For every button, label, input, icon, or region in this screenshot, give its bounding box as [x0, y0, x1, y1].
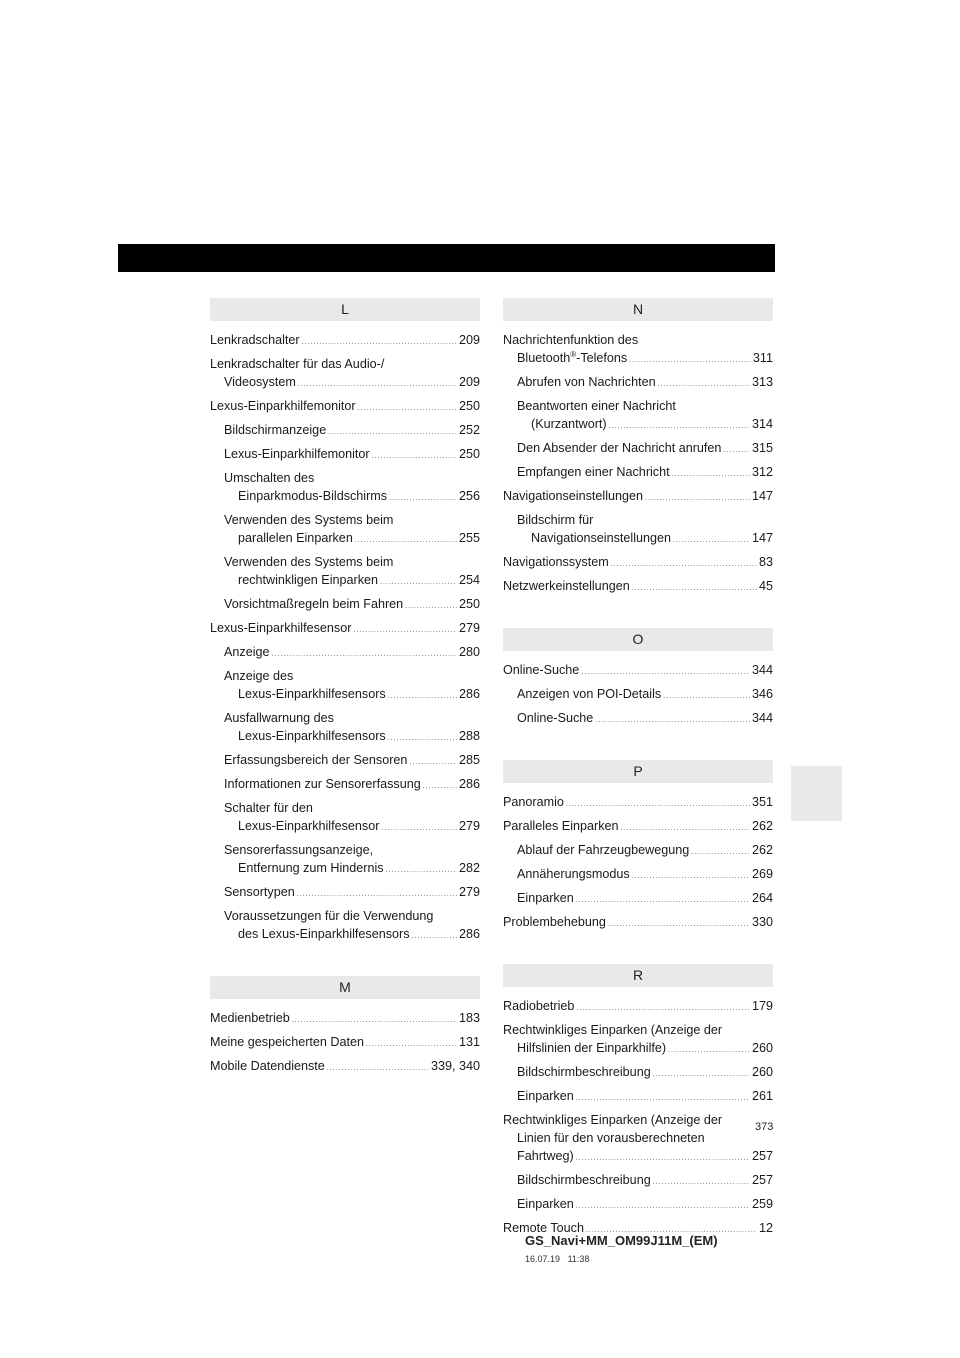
entry-page-ref: 330	[751, 915, 773, 929]
section-letter-header: M	[210, 976, 480, 999]
entry-page-ref: 312	[751, 465, 773, 479]
entry-line-with-page	[517, 865, 773, 886]
entry-text: Lexus-Einparkhilfesensors	[238, 729, 386, 743]
index-entry	[210, 1033, 480, 1054]
dot-leader	[566, 796, 750, 814]
entry-line-with-page	[517, 889, 773, 910]
entry-line-with-page	[517, 439, 773, 460]
entry-line-with-page	[503, 1039, 773, 1060]
entry-line-with-page	[503, 661, 773, 682]
entry-text: Navigationseinstellungen	[503, 489, 644, 503]
entry-text: Empfangen einer Nachricht	[517, 465, 670, 479]
entry-page-ref: 313	[751, 375, 773, 389]
dot-leader	[658, 376, 750, 394]
index-entry	[503, 373, 773, 394]
entry-line-with-page	[503, 793, 773, 814]
index-entry	[210, 421, 480, 442]
entry-line	[517, 397, 773, 415]
entry-line-with-page	[224, 529, 480, 550]
entry-text: Bildschirm für	[517, 513, 594, 527]
dot-leader	[621, 820, 750, 838]
dot-leader	[386, 862, 457, 880]
entry-page-ref: 311	[752, 351, 773, 365]
entry-line-with-page	[224, 421, 480, 442]
entry-text: Lexus-Einparkhilfesensor	[238, 819, 380, 833]
entry-text: Navigationssystem	[503, 555, 609, 569]
entry-text: Anzeige des	[224, 669, 294, 683]
print-time: 11:38	[567, 1254, 590, 1264]
entry-line	[517, 511, 773, 529]
entry-page-ref: 262	[751, 819, 773, 833]
entry-line	[224, 553, 480, 571]
entry-page-ref: 83	[758, 555, 773, 569]
index-entry	[210, 883, 480, 904]
entry-page-ref: 262	[751, 843, 773, 857]
index-entry	[503, 685, 773, 706]
entry-text: Verwenden des Systems beim	[224, 555, 394, 569]
entry-text: Panoramio	[503, 795, 564, 809]
entry-text: Lexus-Einparkhilfemonitor	[224, 447, 370, 461]
entry-page-ref: 288	[458, 729, 480, 743]
entry-page-ref: 260	[751, 1041, 773, 1055]
entry-text: Vorsichtmaßregeln beim Fahren	[224, 597, 404, 611]
dot-leader	[632, 580, 757, 598]
section-letter-header: O	[503, 628, 773, 651]
entry-text: Remote Touch	[503, 1221, 584, 1235]
entry-line-with-page	[224, 817, 480, 838]
entry-page-ref: 280	[458, 645, 480, 659]
section-letter-header: L	[210, 298, 480, 321]
entry-line-with-page	[210, 1057, 480, 1078]
entry-line-with-page	[517, 841, 773, 862]
entry-text: Umschalten des	[224, 471, 315, 485]
index-entry	[210, 397, 480, 418]
entry-text: Linien für den vorausberechneten	[517, 1131, 705, 1145]
entry-page-ref: 183	[458, 1011, 480, 1025]
entry-line	[224, 841, 480, 859]
index-entry	[210, 1057, 480, 1078]
index-entry	[210, 355, 480, 394]
entry-line-with-page	[224, 487, 480, 508]
entry-line-with-page	[517, 415, 773, 436]
index-entry	[503, 793, 773, 814]
entry-page-ref: 339, 340	[430, 1059, 480, 1073]
index-entry	[503, 1171, 773, 1192]
entry-line	[210, 355, 480, 373]
entry-line-with-page	[210, 1009, 480, 1030]
dot-leader	[595, 712, 750, 730]
entry-text: Lexus-Einparkhilfesensors	[238, 687, 386, 701]
index-entry	[503, 511, 773, 550]
entry-text: Erfassungsbereich der Sensoren	[224, 753, 408, 767]
entry-page-ref: 256	[458, 489, 480, 503]
entry-text: Einparken	[517, 1197, 574, 1211]
entry-text: Meine gespeicherten Daten	[210, 1035, 365, 1049]
entry-text: Entfernung zum Hindernis	[238, 861, 384, 875]
index-entry	[210, 445, 480, 466]
entry-text: Den Absender der Nachricht anrufen	[517, 441, 722, 455]
entry-text: Bildschirmanzeige	[224, 423, 327, 437]
entry-text: Sensortypen	[224, 885, 295, 899]
dot-leader	[292, 1012, 457, 1030]
entry-text: des Lexus-Einparkhilfesensors	[238, 927, 410, 941]
dot-leader	[366, 1036, 457, 1054]
entry-text: Bildschirmbeschreibung	[517, 1173, 651, 1187]
index-entry	[503, 439, 773, 460]
dot-leader	[576, 892, 750, 910]
index-entry	[210, 469, 480, 508]
entry-page-ref: 314	[751, 417, 773, 431]
index-entry	[503, 865, 773, 886]
entry-text: Online-Suche	[503, 663, 580, 677]
entry-page-ref: 179	[751, 999, 773, 1013]
index-entry	[503, 997, 773, 1018]
entry-line	[503, 1111, 773, 1129]
entry-line-with-page	[224, 445, 480, 466]
dot-leader	[608, 916, 750, 934]
entry-page-ref: 315	[751, 441, 773, 455]
entry-text: Einparkmodus-Bildschirms	[238, 489, 388, 503]
index-column-right	[503, 298, 773, 1243]
entry-text: parallelen Einparken	[238, 531, 353, 545]
entry-line	[224, 667, 480, 685]
entry-text: Voraussetzungen für die Verwendung	[224, 909, 434, 923]
entry-page-ref: 282	[458, 861, 480, 875]
index-entry	[503, 553, 773, 574]
entry-line-with-page	[503, 817, 773, 838]
section-letter-header: N	[503, 298, 773, 321]
index-entry	[210, 751, 480, 772]
dot-leader	[645, 490, 750, 508]
entry-line-with-page	[503, 553, 773, 574]
index-entry	[503, 1195, 773, 1216]
section-gap	[503, 733, 773, 760]
index-entry	[210, 775, 480, 796]
section-letter-header: R	[503, 964, 773, 987]
entry-line	[224, 469, 480, 487]
entry-text: Radiobetrieb	[503, 999, 575, 1013]
index-entry	[503, 1063, 773, 1084]
dot-leader	[358, 400, 457, 418]
dot-leader	[388, 730, 457, 748]
index-entry	[210, 841, 480, 880]
entry-line-with-page	[224, 727, 480, 748]
index-entry	[210, 643, 480, 664]
index-entry	[210, 511, 480, 550]
entry-line	[224, 907, 480, 925]
entry-line-with-page	[224, 883, 480, 904]
entry-line-with-page	[224, 643, 480, 664]
index-entry	[210, 553, 480, 592]
entry-line	[503, 331, 773, 349]
section-gap	[503, 601, 773, 628]
entry-line-with-page	[210, 1033, 480, 1054]
dot-leader	[581, 664, 750, 682]
index-column-left	[210, 298, 480, 1081]
index-side-tab	[791, 766, 842, 821]
entry-line-with-page	[517, 1171, 773, 1192]
dot-leader	[629, 352, 751, 370]
section-gap	[503, 937, 773, 964]
entry-text: rechtwinkligen Einparken	[238, 573, 379, 587]
entry-line-with-page	[517, 1087, 773, 1108]
entry-text: Videosystem	[224, 375, 296, 389]
index-entry	[210, 595, 480, 616]
entry-page-ref: 250	[458, 447, 480, 461]
entry-line-with-page	[503, 577, 773, 598]
entry-text: Informationen zur Sensorerfassung	[224, 777, 421, 791]
entry-text: Online-Suche	[517, 711, 594, 725]
index-entry	[503, 913, 773, 934]
entry-line	[224, 709, 480, 727]
dot-leader	[668, 1042, 750, 1060]
entry-line-with-page	[517, 529, 773, 550]
index-entry	[210, 709, 480, 748]
entry-text: Annäherungsmodus	[517, 867, 630, 881]
entry-line-with-page	[224, 595, 480, 616]
entry-text: (Kurzantwort)	[531, 417, 607, 431]
entry-text: Verwenden des Systems beim	[224, 513, 394, 527]
dot-leader	[298, 376, 457, 394]
entry-text: Bluetooth®-Telefons	[517, 349, 628, 365]
section-letter-header: P	[503, 760, 773, 783]
entry-page-ref: 259	[751, 1197, 773, 1211]
entry-line-with-page	[503, 1147, 773, 1168]
entry-page-ref: 254	[458, 573, 480, 587]
entry-line-with-page	[224, 751, 480, 772]
entry-line-with-page	[224, 859, 480, 880]
entry-line	[503, 1021, 773, 1039]
dot-leader	[673, 532, 750, 550]
entry-page-ref: 286	[458, 927, 480, 941]
entry-text: Schalter für den	[224, 801, 313, 815]
index-entry	[503, 1111, 773, 1168]
entry-line	[224, 799, 480, 817]
entry-text: Ablauf der Fahrzeugbewegung	[517, 843, 690, 857]
page-number: 373	[755, 1121, 774, 1133]
dot-leader	[576, 1198, 750, 1216]
entry-line-with-page	[224, 685, 480, 706]
entry-page-ref: 252	[458, 423, 480, 437]
index-entry	[503, 397, 773, 436]
index-entry	[503, 889, 773, 910]
entry-page-ref: 279	[458, 819, 480, 833]
entry-line-with-page	[224, 775, 480, 796]
entry-text: Einparken	[517, 1089, 574, 1103]
entry-text: Rechtwinkliges Einparken (Anzeige der	[503, 1113, 723, 1127]
entry-text: Beantworten einer Nachricht	[517, 399, 676, 413]
dot-leader	[328, 424, 457, 442]
entry-text: Rechtwinkliges Einparken (Anzeige der	[503, 1023, 723, 1037]
entry-page-ref: 250	[458, 399, 480, 413]
entry-page-ref: 257	[751, 1149, 773, 1163]
entry-line	[224, 511, 480, 529]
entry-page-ref: 286	[458, 777, 480, 791]
dot-leader	[723, 442, 750, 460]
entry-page-ref: 285	[458, 753, 480, 767]
index-entry	[503, 1021, 773, 1060]
dot-leader	[576, 1000, 750, 1018]
dot-leader	[423, 778, 457, 796]
index-entry	[503, 577, 773, 598]
entry-line-with-page	[503, 913, 773, 934]
header-bar	[118, 244, 775, 272]
entry-page-ref: 346	[751, 687, 773, 701]
entry-text: Navigationseinstellungen	[531, 531, 672, 545]
entry-page-ref: 147	[751, 489, 773, 503]
index-entry	[503, 841, 773, 862]
entry-line-with-page	[503, 487, 773, 508]
dot-leader	[389, 490, 457, 508]
entry-text: Netzwerkeinstellungen	[503, 579, 630, 593]
entry-line-with-page	[517, 1063, 773, 1084]
dot-leader	[576, 1150, 750, 1168]
dot-leader	[372, 448, 457, 466]
entry-line-with-page	[503, 997, 773, 1018]
entry-text: Mobile Datendienste	[210, 1059, 325, 1073]
index-entry	[210, 1009, 480, 1030]
dot-leader	[355, 532, 457, 550]
entry-page-ref: 351	[751, 795, 773, 809]
entry-page-ref: 260	[751, 1065, 773, 1079]
entry-page-ref: 279	[458, 621, 480, 635]
entry-line-with-page	[224, 571, 480, 592]
entry-line-with-page	[210, 373, 480, 394]
dot-leader	[353, 622, 457, 640]
entry-text: Lenkradschalter für das Audio-/	[210, 357, 385, 371]
entry-line-with-page	[503, 349, 773, 370]
entry-line-with-page	[517, 463, 773, 484]
entry-line-with-page	[224, 925, 480, 946]
dot-leader	[632, 868, 750, 886]
entry-page-ref: 255	[458, 531, 480, 545]
entry-page-ref: 131	[458, 1035, 480, 1049]
index-entry	[503, 709, 773, 730]
index-entry	[210, 667, 480, 706]
dot-leader	[388, 688, 457, 706]
entry-page-ref: 344	[751, 711, 773, 725]
entry-line-with-page	[210, 331, 480, 352]
dot-leader	[653, 1174, 750, 1192]
entry-page-ref: 264	[751, 891, 773, 905]
entry-line-with-page	[517, 685, 773, 706]
dot-leader	[297, 886, 457, 904]
entry-text: Hilfslinien der Einparkhilfe)	[517, 1041, 667, 1055]
document-code: GS_Navi+MM_OM99J11M_(EM)	[525, 1233, 718, 1248]
entry-text: Anzeige	[224, 645, 270, 659]
entry-text: Lexus-Einparkhilfesensor	[210, 621, 352, 635]
index-entry	[210, 619, 480, 640]
index-entry	[503, 331, 773, 370]
entry-line	[503, 1129, 773, 1147]
index-entry	[210, 331, 480, 352]
entry-line-with-page	[517, 373, 773, 394]
entry-page-ref: 344	[751, 663, 773, 677]
dot-leader	[272, 646, 457, 664]
entry-page-ref: 209	[458, 333, 480, 347]
entry-line-with-page	[517, 1195, 773, 1216]
entry-text: Medienbetrieb	[210, 1011, 290, 1025]
entry-text: Anzeigen von POI-Details	[517, 687, 662, 701]
index-entry	[210, 799, 480, 838]
section-gap	[210, 949, 480, 976]
index-entry	[503, 463, 773, 484]
dot-leader	[691, 844, 750, 862]
dot-leader	[672, 466, 750, 484]
entry-text: Sensorerfassungsanzeige,	[224, 843, 374, 857]
index-entry	[503, 1087, 773, 1108]
dot-leader	[409, 754, 457, 772]
index-entry	[503, 817, 773, 838]
entry-page-ref: 147	[751, 531, 773, 545]
entry-text: Einparken	[517, 891, 574, 905]
entry-text: Bildschirmbeschreibung	[517, 1065, 651, 1079]
entry-page-ref: 250	[458, 597, 480, 611]
entry-line-with-page	[517, 709, 773, 730]
dot-leader	[576, 1090, 750, 1108]
entry-page-ref: 279	[458, 885, 480, 899]
entry-page-ref: 209	[458, 375, 480, 389]
entry-text: Lenkradschalter	[210, 333, 300, 347]
print-timestamp	[525, 1254, 589, 1264]
index-entry	[503, 661, 773, 682]
entry-text: Nachrichtenfunktion des	[503, 333, 639, 347]
entry-text: Ausfallwarnung des	[224, 711, 334, 725]
dot-leader	[405, 598, 457, 616]
dot-leader	[381, 820, 457, 838]
entry-page-ref: 261	[751, 1089, 773, 1103]
print-date: 16.07.19	[525, 1254, 561, 1264]
entry-text: Paralleles Einparken	[503, 819, 619, 833]
entry-text: Problembehebung	[503, 915, 606, 929]
dot-leader	[412, 928, 457, 946]
entry-page-ref: 269	[751, 867, 773, 881]
dot-leader	[663, 688, 750, 706]
entry-page-ref: 45	[758, 579, 773, 593]
index-entry	[503, 487, 773, 508]
entry-line-with-page	[210, 619, 480, 640]
entry-text: Fahrtweg)	[517, 1149, 574, 1163]
dot-leader	[327, 1060, 429, 1078]
dot-leader	[653, 1066, 750, 1084]
index-entry	[210, 907, 480, 946]
dot-leader	[302, 334, 457, 352]
entry-text: Abrufen von Nachrichten	[517, 375, 656, 389]
dot-leader	[609, 418, 750, 436]
dot-leader	[380, 574, 457, 592]
entry-text: Lexus-Einparkhilfemonitor	[210, 399, 356, 413]
entry-line-with-page	[210, 397, 480, 418]
dot-leader	[611, 556, 757, 574]
entry-page-ref: 286	[458, 687, 480, 701]
entry-page-ref: 12	[758, 1221, 773, 1235]
entry-page-ref: 257	[751, 1173, 773, 1187]
